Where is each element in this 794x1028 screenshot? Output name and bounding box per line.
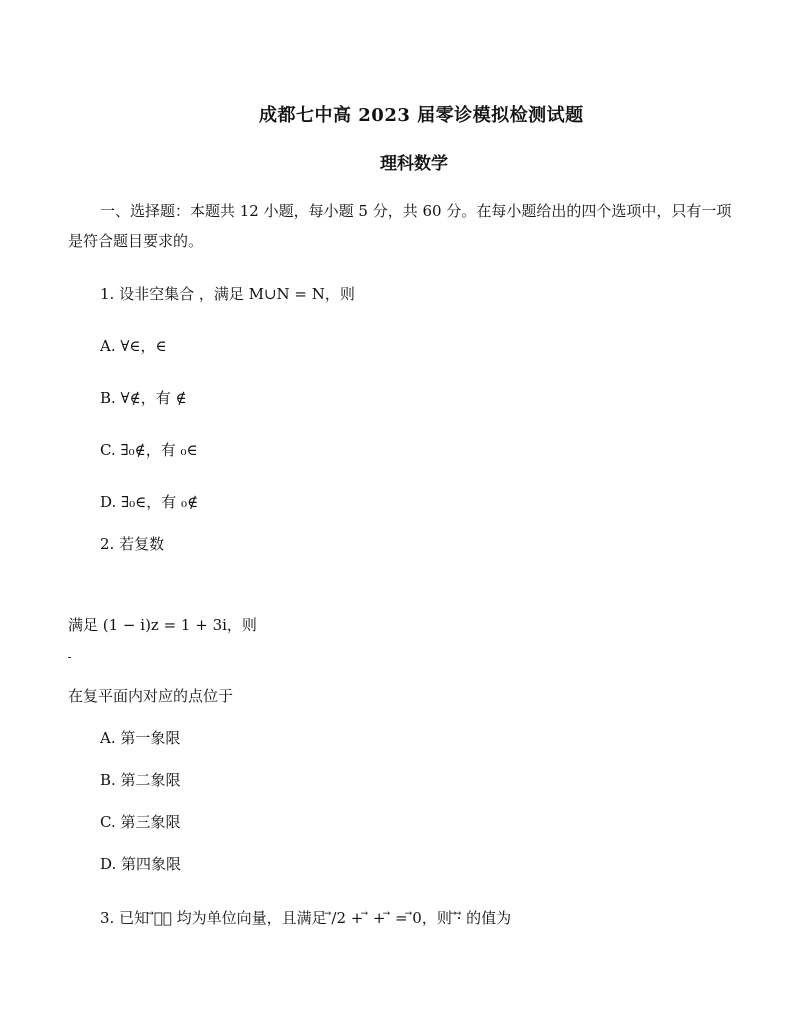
question-1-option-b: B. ∀∉，有 ∉	[100, 389, 187, 407]
question-2-option-c: C. 第三象限	[100, 813, 181, 831]
question-1-option-c: C. ∃₀∉，有 ₀∈	[100, 441, 198, 459]
stray-mark	[68, 657, 71, 658]
question-2-condition: 满足 (1 − i)z = 1 + 3i，则	[68, 616, 257, 634]
question-1-stem: 1. 设非空集合 ，满足 M∪N = N，则	[100, 285, 355, 303]
question-1-option-d: D. ∃₀∈，有 ₀∉	[100, 493, 199, 511]
section-intro-line-1: 一、选择题：本题共 12 小题，每小题 5 分，共 60 分。在每小题给出的四个选项中，只有一项	[100, 202, 732, 220]
question-2-option-a: A. 第一象限	[100, 729, 181, 747]
section-intro-line-2: 是符合题目要求的。	[68, 232, 204, 250]
question-3-stem: 3. 已知 ⃗，⃗ 均为单位向量，且满足 ⃗/2 + ⃗ + ⃗ = ⃗0，则 ⃗·⃗ 的值为	[100, 909, 512, 927]
page-title: 成都七中高 2023 届零诊模拟检测试题	[259, 105, 584, 126]
question-2-option-b: B. 第二象限	[100, 771, 181, 789]
question-2-option-d: D. 第四象限	[100, 855, 182, 873]
page-subtitle: 理科数学	[380, 154, 448, 174]
question-2-stem: 2. 若复数	[100, 535, 165, 553]
question-2-continuation: 在复平面内对应的点位于	[68, 687, 234, 705]
question-1-option-a: A. ∀∈，∈	[100, 337, 167, 355]
